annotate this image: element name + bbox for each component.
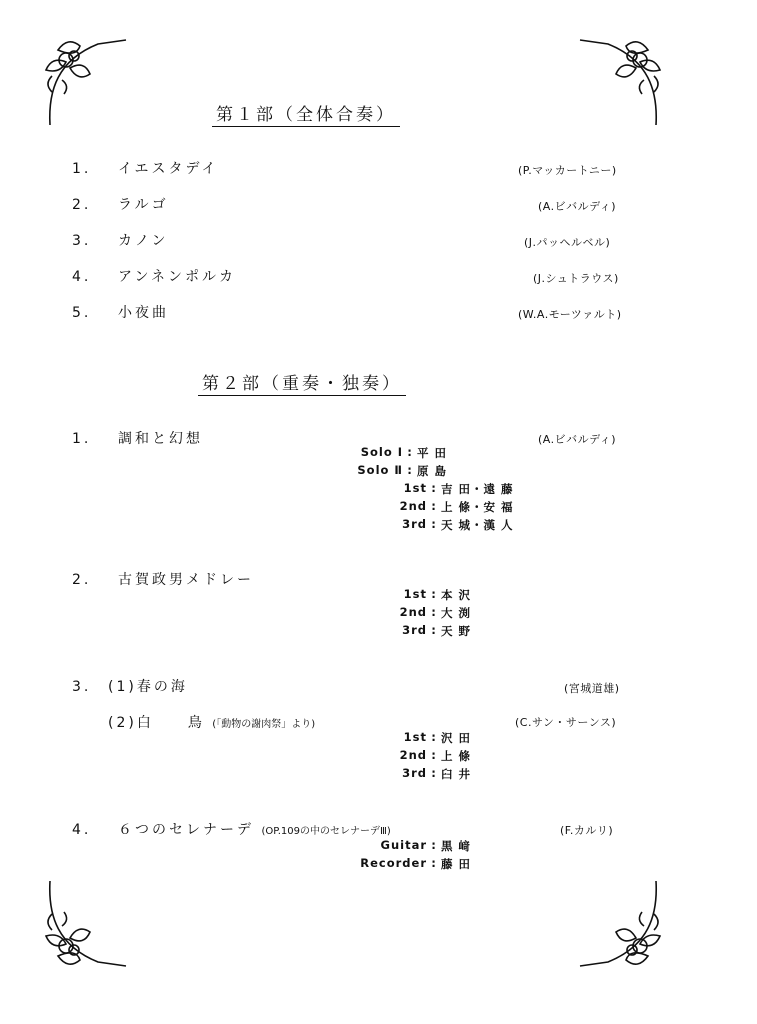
performer-names: 藤 田 <box>441 857 472 871</box>
item-composer: (C.サン・サーンス) <box>515 716 617 729</box>
performer-role: Recorder <box>360 856 427 870</box>
separator: : <box>431 499 437 513</box>
item-composer: (J.シュトラウス) <box>533 272 619 285</box>
item-title: カノン <box>118 233 169 249</box>
item-number: 1. <box>72 161 92 177</box>
program-item <box>108 712 315 732</box>
performer-row <box>357 481 514 497</box>
item-title: イエスタデイ <box>118 161 219 177</box>
separator: : <box>431 587 437 601</box>
performer-role: 1st <box>403 730 427 744</box>
item-number: 5. <box>72 305 92 321</box>
item-title: 古賀政男メドレー <box>118 572 254 588</box>
program-item <box>72 266 236 286</box>
item-note: (「動物の謝肉祭」より) <box>212 719 316 730</box>
performer-names: 上 條・安 福 <box>441 500 514 514</box>
performer-names: 沢 田 <box>441 731 472 745</box>
item-composer: (P.マッカートニー) <box>518 164 617 177</box>
separator: : <box>431 481 437 495</box>
item-title: アンネンポルカ <box>118 269 237 285</box>
performer-row <box>357 623 471 639</box>
performer-names: 本 沢 <box>441 588 472 602</box>
performer-names: 平 田 <box>417 446 448 460</box>
item-composer: (A.ビバルディ) <box>538 200 617 213</box>
performer-names: 上 條 <box>441 749 472 763</box>
performer-names: 臼 井 <box>441 767 472 781</box>
program-item <box>72 194 169 214</box>
performer-row <box>357 730 471 746</box>
separator: : <box>407 463 413 477</box>
separator: : <box>431 605 437 619</box>
performer-row <box>333 463 447 479</box>
item-title: 小夜曲 <box>118 305 169 321</box>
program-item <box>72 158 218 178</box>
item-subtitle: (2)白 鳥 <box>108 715 205 731</box>
item-number: 1. <box>72 431 92 447</box>
program-item <box>72 428 203 448</box>
item-number: 2. <box>72 572 92 588</box>
performer-row <box>357 517 514 533</box>
vine-ornament-icon <box>38 876 128 976</box>
vine-ornament-icon <box>38 30 128 130</box>
separator: : <box>431 517 437 531</box>
performer-role: 2nd <box>399 499 427 513</box>
program-item <box>72 569 254 589</box>
separator: : <box>431 730 437 744</box>
vine-ornament-icon <box>578 876 668 976</box>
item-composer: (W.A.モーツァルト) <box>518 308 622 321</box>
performer-names: 黒 﨑 <box>441 839 472 853</box>
performer-row <box>357 766 471 782</box>
program-item <box>72 676 188 696</box>
performer-role: Solo Ⅰ <box>360 445 403 459</box>
separator: : <box>407 445 413 459</box>
performer-role: 1st <box>403 587 427 601</box>
part1-heading: 第１部（全体合奏） <box>212 100 400 127</box>
program-item <box>72 230 168 250</box>
performer-names: 大 渕 <box>441 606 472 620</box>
performer-names: 天 城・漢 人 <box>441 518 514 532</box>
performer-row <box>357 856 471 872</box>
item-title: ６つのセレナーデ <box>118 822 254 838</box>
separator: : <box>431 623 437 637</box>
performer-names: 原 島 <box>417 464 448 478</box>
performer-names: 天 野 <box>441 624 472 638</box>
separator: : <box>431 856 437 870</box>
item-composer: (A.ビバルディ) <box>538 433 617 446</box>
performer-row <box>357 587 471 603</box>
performer-role: Guitar <box>380 838 427 852</box>
item-number: 4. <box>72 822 92 838</box>
performer-role: 2nd <box>399 605 427 619</box>
item-composer: (J.パッヘルベル) <box>524 236 611 249</box>
item-number: 2. <box>72 197 92 213</box>
performer-row <box>357 499 514 515</box>
item-title: 調和と幻想 <box>118 431 203 447</box>
performer-names: 吉 田・遠 藤 <box>441 482 514 496</box>
performer-role: Solo Ⅱ <box>357 463 403 477</box>
item-composer: (F.カルリ) <box>560 824 614 837</box>
separator: : <box>431 838 437 852</box>
performer-role: 3rd <box>402 517 427 531</box>
performer-role: 1st <box>403 481 427 495</box>
program-item <box>72 302 169 322</box>
item-composer: (宮城道雄) <box>564 682 620 695</box>
performer-row <box>333 445 447 461</box>
performer-role: 2nd <box>399 748 427 762</box>
performer-role: 3rd <box>402 623 427 637</box>
item-number: 3. <box>72 679 92 695</box>
performer-row <box>357 748 471 764</box>
separator: : <box>431 748 437 762</box>
item-title: ラルゴ <box>118 197 169 213</box>
item-subtitle: (1)春の海 <box>108 679 188 695</box>
vine-ornament-icon <box>578 30 668 130</box>
performer-row <box>357 838 471 854</box>
performer-role: 3rd <box>402 766 427 780</box>
part2-heading: 第２部（重奏・独奏） <box>198 369 406 396</box>
separator: : <box>431 766 437 780</box>
program-item <box>72 819 391 839</box>
item-note: (OP.109の中のセレナーデⅢ) <box>261 826 391 837</box>
performer-row <box>357 605 471 621</box>
item-number: 3. <box>72 233 92 249</box>
item-number: 4. <box>72 269 92 285</box>
